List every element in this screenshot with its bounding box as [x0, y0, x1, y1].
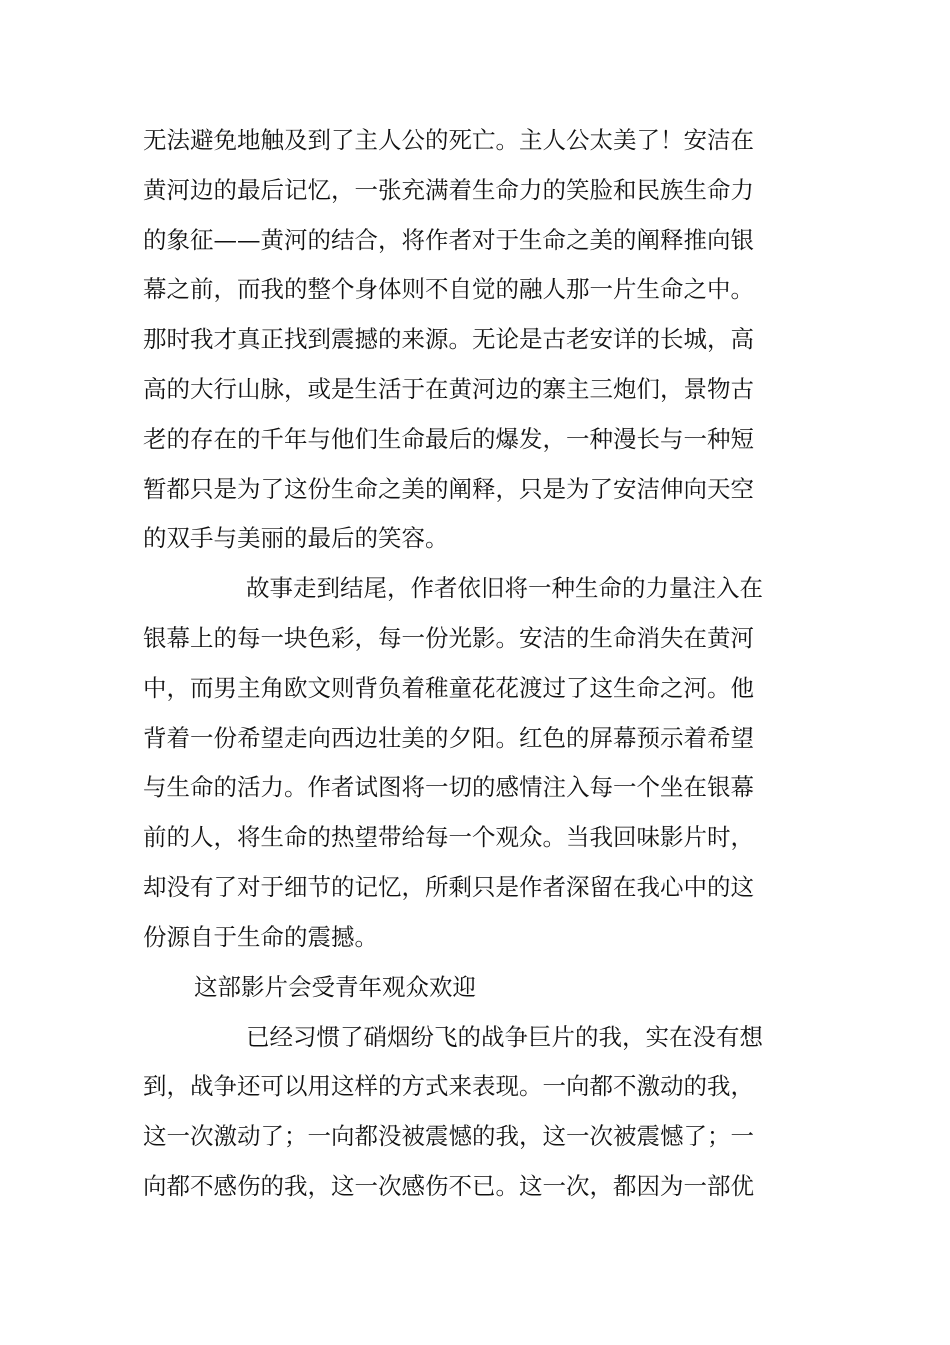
- paragraph-start-line: 故事走到结尾，作者依旧将一种生命的力量注入在: [246, 574, 763, 602]
- text-line: 老的存在的千年与他们生命最后的爆发，一种漫长与一种短: [143, 425, 754, 453]
- text-line: 向都不感伤的我，这一次感伤不已。这一次，都因为一部优: [143, 1172, 754, 1200]
- text-line: 那时我才真正找到震撼的来源。无论是古老安详的长城，高: [143, 325, 754, 353]
- text-line: 幕之前，而我的整个身体则不自觉的融人那一片生命之中。: [143, 275, 754, 303]
- text-line: 与生命的活力。作者试图将一切的感情注入每一个坐在银幕: [143, 773, 754, 801]
- text-line: 却没有了对于细节的记忆，所剩只是作者深留在我心中的这: [143, 873, 754, 901]
- text-line: 黄河边的最后记忆，一张充满着生命力的笑脸和民族生命力: [143, 176, 754, 204]
- text-line: 到，战争还可以用这样的方式来表现。一向都不激动的我，: [143, 1072, 754, 1100]
- text-line: 银幕上的每一块色彩，每一份光影。安洁的生命消失在黄河: [143, 624, 754, 652]
- text-line: 这一次激动了；一向都没被震憾的我，这一次被震憾了；一: [143, 1122, 754, 1150]
- paragraph-start-line: 已经习惯了硝烟纷飞的战争巨片的我，实在没有想: [246, 1023, 763, 1051]
- section-heading: 这部影片会受青年观众欢迎: [194, 973, 476, 1001]
- text-line: 暂都只是为了这份生命之美的阐释，只是为了安洁伸向天空: [143, 475, 754, 503]
- text-line: 背着一份希望走向西边壮美的夕阳。红色的屏幕预示着希望: [143, 724, 754, 752]
- text-line: 前的人，将生命的热望带给每一个观众。当我回味影片时，: [143, 823, 754, 851]
- text-line: 的双手与美丽的最后的笑容。: [143, 524, 449, 552]
- text-line: 中，而男主角欧文则背负着稚童花花渡过了这生命之河。他: [143, 674, 754, 702]
- text-line: 高的大行山脉，或是生活于在黄河边的寨主三炮们，景物古: [143, 375, 754, 403]
- text-line: 的象征——黄河的结合，将作者对于生命之美的阐释推向银: [143, 226, 754, 254]
- text-line: 份源自于生命的震撼。: [143, 923, 378, 951]
- text-line: 无法避免地触及到了主人公的死亡。主人公太美了！安洁在: [143, 126, 754, 154]
